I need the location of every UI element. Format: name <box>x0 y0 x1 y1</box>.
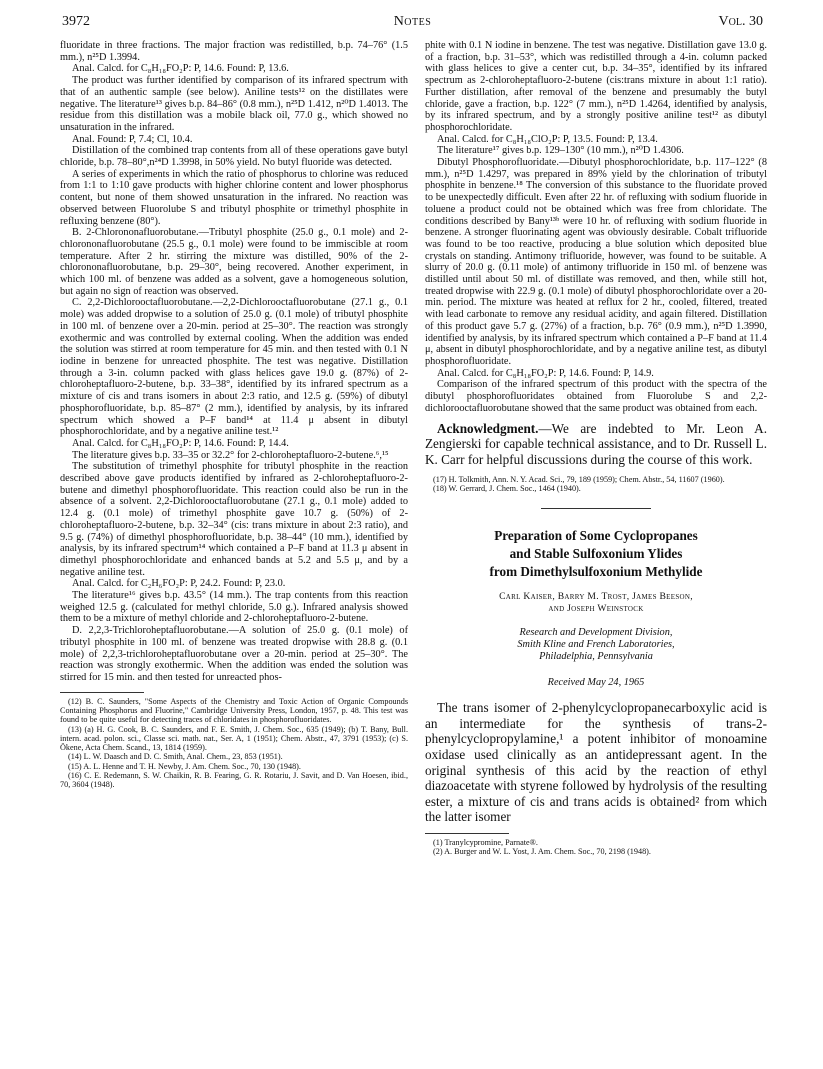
footnote: (1) Tranylcypromine, Parnate®. <box>433 837 538 847</box>
paragraph: The product was further identified by comparison of its infrared spectrum with that of an authentic sample (see below). Aniline tests¹² on the distillates were negative. The literature¹³ gives b.p. 84–86° (0.8 mm.), n²⁵D 1.412, n²⁰D 1.4013. The residue from this distillation was a mobile black oil, 77.0 g., which showed no unsaturation in the infrared. <box>60 75 408 133</box>
footnote: (17) H. Tolkmith, Ann. N. Y. Acad. Sci., 79, 189 (1959); Chem. Abstr., 54, 11607 (1960). <box>433 475 725 484</box>
affiliation-line: Research and Development Division, <box>519 626 673 638</box>
acknowledgment-text: —We are indebted to Mr. Leon A. Zengierski for capable technical assistance, and to Dr. Russell L. K. Carr for helpful discussions during the course of this work. <box>425 420 767 467</box>
paragraph: The substitution of trimethyl phosphite for tributyl phosphite in the reaction described above gave products identified by infrared as 2-chloroheptafluoro-2-butene and dimethyl phosphorofluoridate. This reaction could also be run in the absence of a solvent. 2,2-Dichlorooctafluorobutane (27.1 g., 0.1 mole) added to 12.4 g. (0.1 mole) of trimethyl phosphite gave 10.7 g. (50%) of 2-chloroheptafluoro-2-butene, b.p. 32–34° (cis: trans mixture in about 2:3 ratio), and 9.5 g. (74%) of dimethyl phosphorofluoridate, b.p. 38–44° (10 mm.), identified by analysis, by its infrared spectrum¹⁴ which contained a P–F band at 11.3 μ absent in dimethyl phosphorochloridate and enhanced bands at 5.2 and 5.5 μ, and by a negative aniline test. <box>60 461 408 578</box>
footnote: (14) L. W. Daasch and D. C. Smith, Anal. Chem., 23, 853 (1951). <box>68 752 283 762</box>
paragraph: phite with 0.1 N iodine in benzene. The test was negative. Distillation gave 13.0 g. of a fraction, b.p. 31–53°, which was redistilled through a 4-in. column packed with glass helices to give a center cut, b.p. 34–35°, identified by its infrared spectrum as 2-chloroheptafluoro-2-butene (cis:trans mixture in about 1:1 ratio). Further distillation, after removal of the benzene and presumably the butyl chloride, gave a fraction, b.p. 122° (7 mm.), n²⁵D 1.4264, identified by analysis, by its infrared spectrum, and by a strongly positive aniline test¹² as dibutyl phosphorochloridate. <box>425 40 767 133</box>
footnotes-left <box>60 697 408 790</box>
article-divider <box>541 508 651 509</box>
authors-line: Carl Kaiser, Barry M. Trost, James Beeson, <box>499 590 693 602</box>
analysis-line: Anal. Calcd. for C₂H₆FO₂P: P, 24.2. Found: P, 23.0. <box>72 578 286 590</box>
analysis-line: Anal. Calcd. for C₈H₁₈ClO₂P: P, 13.5. Found: P, 13.4. <box>437 133 658 145</box>
running-header <box>62 14 763 32</box>
article-affiliation <box>425 627 767 664</box>
footnote-divider <box>425 833 509 834</box>
section-b-paragraph: B. 2-Chlorononafluorobutane.—Tributyl phosphite (25.0 g., 0.1 mole) and 2-chlorononafluorobutane (25.5 g., 0.1 mole) were found to be immiscible at room temperature. After 2 hr. stirring the mixture was distilled, 90% of the 2-chlorononafluorobutane, b.p. 29–30°, being recovered. Another experiment, in which 100 ml. of benzene was added as a solvent, gave a homogeneous solution, but again no sign of reaction was observed. <box>60 227 408 297</box>
authors-line: and Joseph Weinstock <box>548 602 644 614</box>
footnote: (16) C. E. Redemann, S. W. Chaikin, R. B. Fearing, G. R. Rotariu, J. Savit, and D. Van Hoesen, ibid., 70, 3604 (1948). <box>60 771 408 790</box>
article-title <box>425 527 767 581</box>
acknowledgment-heading: Acknowledgment. <box>437 420 539 436</box>
footnote-divider <box>60 692 144 693</box>
title-line: and Stable Sulfoxonium Ylides <box>509 545 683 561</box>
paragraph: fluoridate in three fractions. The major fraction was redistilled, b.p. 74–76° (1.5 mm.), n²⁵D 1.3994. <box>60 40 408 63</box>
paragraph: The literature gives b.p. 33–35 or 32.2° for 2-chloroheptafluoro-2-butene.⁶,¹⁵ <box>72 449 389 461</box>
footnotes-article <box>425 838 767 857</box>
acknowledgment <box>425 421 767 468</box>
analysis-line: Anal. Calcd. for C₈H₁₈FO₂P: P, 14.6. Found: P, 14.9. <box>437 367 654 379</box>
paragraph: A series of experiments in which the ratio of phosphorus to chlorine was reduced from 1:1 to 1:10 gave products with higher chlorine content and lower phosphorus content, but none of them showed unsaturation in the infrared. No reaction was observed between Fluorolube S and tributyl phosphite or trimethyl phosphite in refluxing benzene (80°). <box>60 168 408 227</box>
paragraph: The literature¹⁷ gives b.p. 129–130° (10 mm.), n²⁰D 1.4306. <box>437 145 684 157</box>
section-d-paragraph: D. 2,2,3-Trichloroheptafluorobutane.—A solution of 25.0 g. (0.1 mole) of tributyl phosphite in 100 ml. of benzene was treated dropwise with 28.8 g. (0.1 mole) of 2,2,3-trichloroheptafluorobutane over a 20-min. period at 25–30°. The reaction was strongly exothermic. When the addition was ended the solution was stirred for 15 min. and then tested for unreacted phos- <box>60 625 408 683</box>
dibutyl-section-paragraph: Dibutyl Phosphorofluoridate.—Dibutyl phosphorochloridate, b.p. 117–122° (8 mm.), n²⁵D 1.4297, was prepared in 89% yield by the chlorination of tributyl phosphite in benzene.¹⁸ The conversion of this substance to the fluoridate proved to be unexpectedly difficult. Even after 22 hr. of refluxing with sodium fluoride in toluene a product could not be obtained which was free from chloridate. The conditions described by Bany¹³ᵇ were 10 hr. of refluxing with sodium fluoride in benzene. A stronger fluorinating agent was obviously desirable. Cobalt trifluoride was found to be too reactive, producing a blue solution which deposited blue crystals on standing. Antimony trifluoride, however, was found to be suitable. A slurry of 20.0 g. (0.11 mole) of antimony trifluoride in 150 ml. of benzene was distilled until about 50 ml. of distillate was removed, and then, while still hot, treated dropwise with 22.9 g. (0.1 mole) of dibutyl phosphorochloridate over a 20-min. period. The mixture was heated at reflux for 2 hr., cooled, filtered, treated with lead carbonate to remove any residual acidity, and again filtered. Distillation of this product gave 5.7 g. (27%) of a fraction, b.p. 76° (0.9 mm.), n²⁵D 1.3990, identified by analysis, by its infrared spectrum which contained a P–F band at 11.4 μ, absent in dibutyl phosphorochloridate, and by a negative aniline test, as dibutyl phosphorofluoridate. <box>425 157 767 367</box>
footnote: (12) B. C. Saunders, "Some Aspects of the Chemistry and Toxic Action of Organic Compounds Containing Phosphorus and Fluorine," Cambridge University Press, London, 1957, p. 48. This test was found to be quite useful for detecting traces of chloridates in phosphorofluoridates. <box>60 696 408 725</box>
analysis-line: Anal. Calcd. for C₈H₁₈FO₂P: P, 14.6. Found: P, 14.4. <box>72 437 289 449</box>
left-column <box>60 40 408 790</box>
paragraph: Distillation of the combined trap contents from all of these operations gave butyl chloride, b.p. 78–80°,n²⁴D 1.3998, in 50% yield. No butyl fluoride was detected. <box>60 145 408 169</box>
article-authors <box>425 591 767 615</box>
footnote: (15) A. L. Henne and T. H. Newby, J. Am. Chem. Soc., 70, 130 (1948). <box>68 761 301 771</box>
analysis-line: Anal. Found: P, 7.4; Cl, 10.4. <box>72 133 193 145</box>
right-column <box>425 40 767 857</box>
affiliation-line: Philadelphia, Pennsylvania <box>539 651 653 662</box>
title-line: from Dimethylsulfoxonium Methylide <box>489 563 703 579</box>
section-title: Notes <box>393 14 432 29</box>
title-line: Preparation of Some Cyclopropanes <box>494 527 698 543</box>
paragraph: Comparison of the infrared spectrum of this product with the spectra of the dibutyl phosphorofluoridates obtained from Fluorolube S and 2,2-dichlorooctafluorobutane showed that the same product was obtained from each. <box>425 379 767 414</box>
received-date: Received May 24, 1965 <box>547 677 645 689</box>
footnote: (13) (a) H. G. Cook, B. C. Saunders, and F. E. Smith, J. Chem. Soc., 635 (1949); (b) T. Bany, Bull. intern. acad. polon. sci., Classe sci. math. nat., Ser. A, 1 (1951); Chem. Abstr., 47, 3791 (1953); (c) S. Ökene, Acta Chem. Scand., 13, 1814 (1959). <box>60 724 408 753</box>
footnote: (2) A. Burger and W. L. Yost, J. Am. Chem. Soc., 70, 2198 (1948). <box>433 847 651 857</box>
article-intro: The trans isomer of 2-phenylcyclopropanecarboxylic acid is an intermediate for the synthesis of trans-2-phenylcyclopropylamine,¹ a potent inhibitor of monoamine oxidase used clinically as an antidepressant agent. In the original synthesis of this acid by the reaction of ethyl diazoacetate with styrene followed by hydrolysis of the resulting ester, a mixture of cis and trans acids is obtained² from which the latter isomer <box>425 700 767 825</box>
page-number: 3972 <box>62 14 90 29</box>
footnotes-right-top <box>425 475 767 494</box>
analysis-line: Anal. Calcd. for C₈H₁₈FO₂P: P, 14.6. Found: P, 13.6. <box>72 63 289 75</box>
footnote: (18) W. Gerrard, J. Chem. Soc., 1464 (1940). <box>433 484 581 494</box>
volume-label: Vol. 30 <box>718 14 763 29</box>
affiliation-line: Smith Kline and French Laboratories, <box>517 638 675 650</box>
paragraph: The literature¹⁶ gives b.p. 43.5° (14 mm.). The trap contents from this reaction weighed 12.5 g. (calculated for methyl chloride, 5.0 g.). Infrared analysis showed them to be a mixture of methyl chloride and 2-chloroheptafluoro-2-butene. <box>60 590 408 625</box>
section-c-paragraph: C. 2,2-Dichlorooctafluorobutane.—2,2-Dichlorooctafluorobutane (27.1 g., 0.1 mole) was added dropwise to a solution of 25.0 g. (0.1 mole) of tributyl phosphite in 100 ml. of benzene over a 20-min. period at 25–30°. The reaction was strongly exothermic and was controlled by external cooling. When the addition was ended the solution was stirred at room temperature for 45 min. and then tested with 0.1 N iodine in benzene for unreacted phosphite. The test was negative. Distillation through a 3-in. column packed with glass helices gave 19.0 g. (87%) of 2-chloroheptafluoro-2-butene, b.p. 33–38°, identified by its infrared spectrum as a mixture of cis and trans isomers in about 2:3 ratio, and 12.5 g. (59%) of dibutyl phosphorofluoridate, b.p. 85–87° (2 mm.), identified by analysis, by its infrared spectrum which showed a P–F band¹⁴ at 11.4 μ absent in dibutyl phosphorochloridate, and by a negative aniline test.¹² <box>60 297 408 438</box>
